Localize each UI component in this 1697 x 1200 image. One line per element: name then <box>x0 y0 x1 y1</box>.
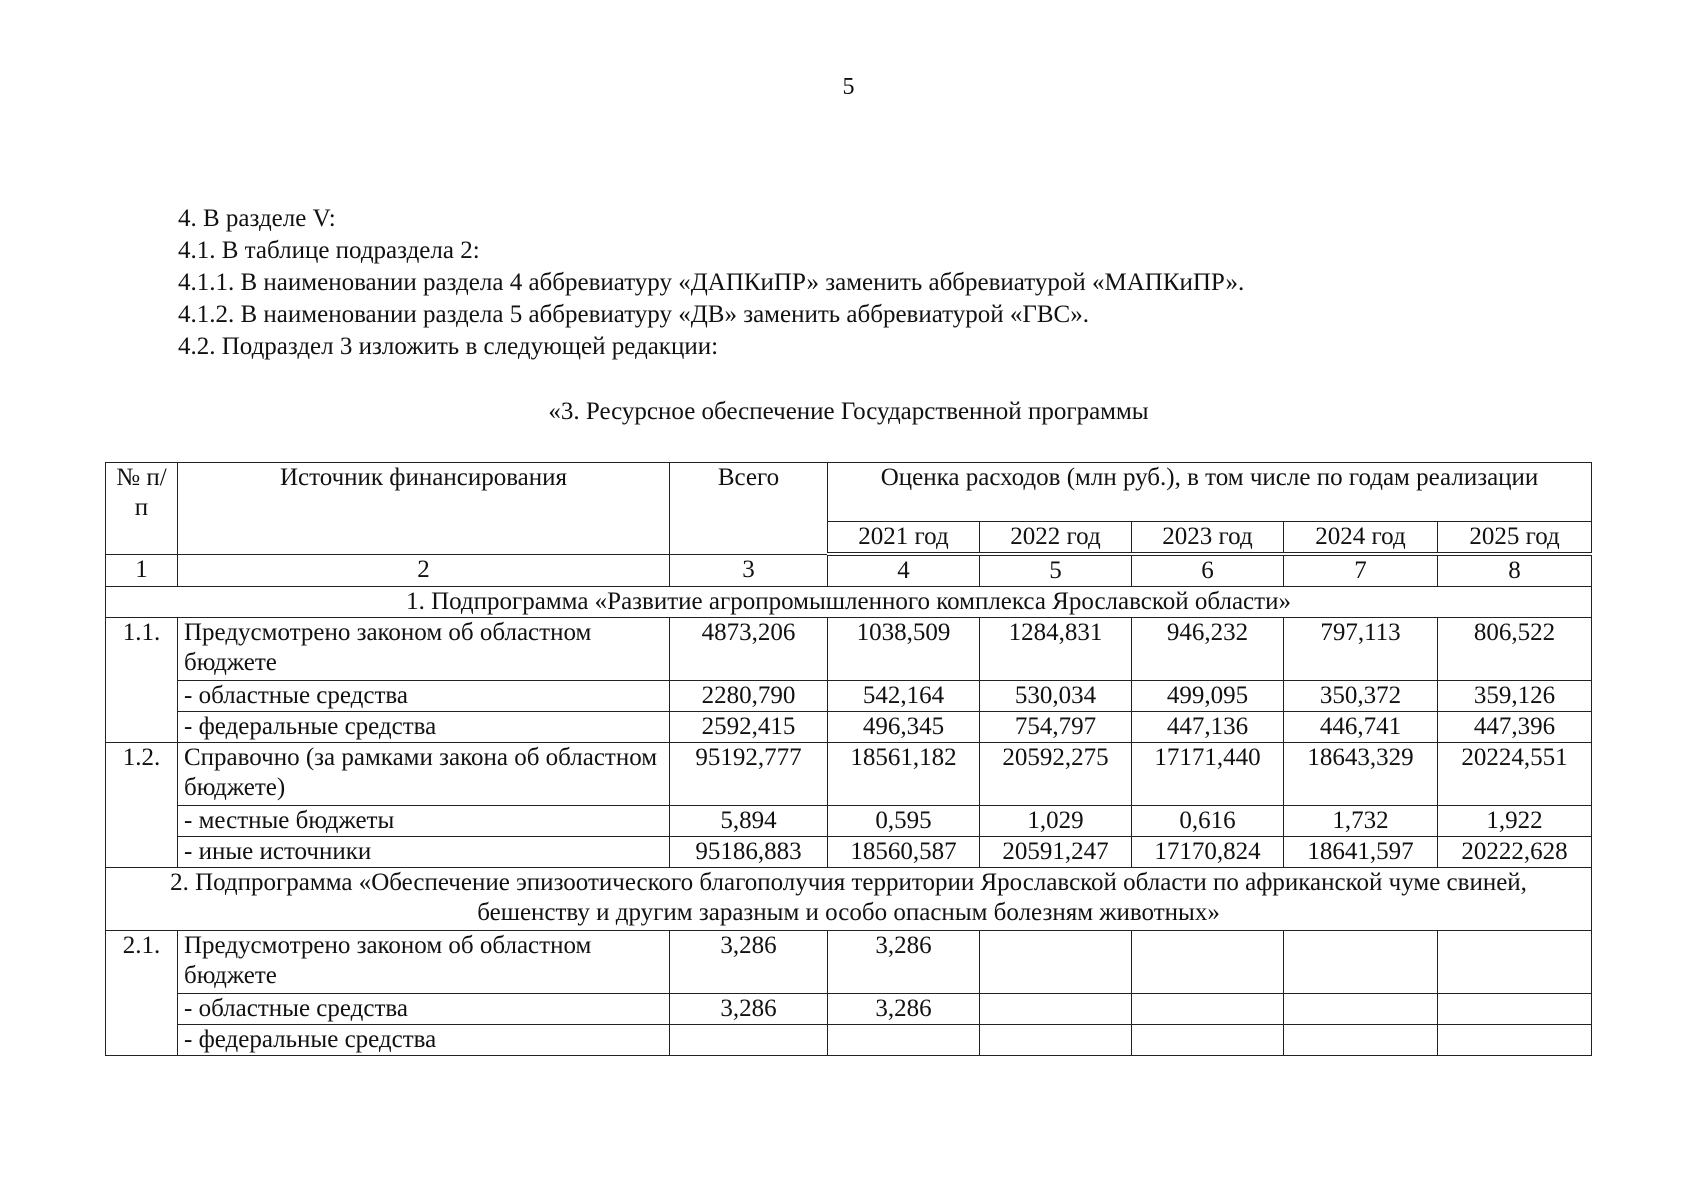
row-value: 1,922 <box>1438 806 1592 837</box>
intro-line: 4.1.1. В наименовании раздела 4 аббревиатуру «ДАПКиПР» заменить аббревиатурой «МАПКиПР». <box>178 269 1245 296</box>
row-value: 542,164 <box>828 681 980 712</box>
row-value: 20591,247 <box>980 837 1132 868</box>
row-value: 2592,415 <box>670 712 828 743</box>
row-value: 806,522 <box>1438 618 1592 681</box>
row-value: 18561,182 <box>828 743 980 806</box>
row-value: 20222,628 <box>1438 837 1592 868</box>
table-row <box>106 994 1592 1025</box>
row-value: 1,029 <box>980 806 1132 837</box>
row-source: - федеральные средства <box>178 1025 670 1056</box>
row-value: 95192,777 <box>670 743 828 806</box>
column-number: 4 <box>828 554 980 587</box>
header-year: 2025 год <box>1438 522 1592 555</box>
row-value: 20224,551 <box>1438 743 1592 806</box>
row-value <box>670 1025 828 1056</box>
row-value <box>1284 994 1438 1025</box>
row-value <box>1132 994 1284 1025</box>
column-number: 3 <box>670 554 828 587</box>
row-num: 2.1. <box>106 931 178 1056</box>
row-value: 18643,329 <box>1284 743 1438 806</box>
page-number: 5 <box>842 74 855 100</box>
row-num: 1.2. <box>106 743 178 868</box>
row-value: 946,232 <box>1132 618 1284 681</box>
header-year: 2022 год <box>980 522 1132 555</box>
row-value: 1284,831 <box>980 618 1132 681</box>
section-title-row <box>106 868 1592 931</box>
row-value: 3,286 <box>670 994 828 1025</box>
row-value: 350,372 <box>1284 681 1438 712</box>
row-value <box>1438 931 1592 994</box>
table-row <box>106 618 1592 681</box>
row-value: 0,616 <box>1132 806 1284 837</box>
row-source: - федеральные средства <box>178 712 670 743</box>
header-num: № п/п <box>106 463 178 555</box>
row-value: 499,095 <box>1132 681 1284 712</box>
column-number: 1 <box>106 554 178 587</box>
header-estimate: Оценка расходов (млн руб.), в том числе по годам реализации <box>828 463 1592 522</box>
row-source: - иные источники <box>178 837 670 868</box>
row-value: 797,113 <box>1284 618 1438 681</box>
row-source: - местные бюджеты <box>178 806 670 837</box>
column-number: 7 <box>1284 554 1438 587</box>
row-value: 447,396 <box>1438 712 1592 743</box>
intro-paragraphs <box>178 203 1244 363</box>
row-value: 1038,509 <box>828 618 980 681</box>
column-number: 6 <box>1132 554 1284 587</box>
row-value: 18560,587 <box>828 837 980 868</box>
row-value: 17170,824 <box>1132 837 1284 868</box>
row-value: 496,345 <box>828 712 980 743</box>
row-value <box>1132 931 1284 994</box>
intro-line: 4.1.2. В наименовании раздела 5 аббревиатуру «ДВ» заменить аббревиатурой «ГВС». <box>178 301 1089 328</box>
row-value: 1,732 <box>1284 806 1438 837</box>
row-value <box>980 1025 1132 1056</box>
header-row <box>106 463 1592 522</box>
table-row <box>106 806 1592 837</box>
row-value <box>828 1025 980 1056</box>
table-title: «3. Ресурсное обеспечение Государственной программы <box>548 398 1149 425</box>
table-row <box>106 837 1592 868</box>
row-num: 1.1. <box>106 618 178 743</box>
intro-line: 4.1. В таблице подраздела 2: <box>178 237 480 264</box>
row-value: 17171,440 <box>1132 743 1284 806</box>
row-value: 3,286 <box>828 994 980 1025</box>
row-source: - областные средства <box>178 994 670 1025</box>
row-source: Предусмотрено законом об областном бюджете <box>178 618 670 681</box>
row-value: 3,286 <box>828 931 980 994</box>
row-source: Предусмотрено законом об областном бюджете <box>178 931 670 994</box>
intro-line: 4.2. Подраздел 3 изложить в следующей редакции: <box>178 333 719 360</box>
row-value: 20592,275 <box>980 743 1132 806</box>
row-value <box>1438 994 1592 1025</box>
column-number-row <box>106 554 1592 587</box>
section-title: 1. Подпрограмма «Развитие агропромышленного комплекса Ярославской области» <box>106 587 1592 618</box>
row-source: - областные средства <box>178 681 670 712</box>
header-year: 2021 год <box>828 522 980 555</box>
section-title-row <box>106 587 1592 618</box>
table-row <box>106 712 1592 743</box>
row-value <box>980 994 1132 1025</box>
row-value <box>1284 1025 1438 1056</box>
resource-table <box>105 462 1592 1056</box>
row-value: 2280,790 <box>670 681 828 712</box>
row-value <box>1284 931 1438 994</box>
row-value: 359,126 <box>1438 681 1592 712</box>
table-row <box>106 931 1592 994</box>
row-value: 18641,597 <box>1284 837 1438 868</box>
header-year: 2024 год <box>1284 522 1438 555</box>
header-total: Всего <box>670 463 828 555</box>
row-value: 3,286 <box>670 931 828 994</box>
row-value: 446,741 <box>1284 712 1438 743</box>
column-number: 8 <box>1438 554 1592 587</box>
header-year: 2023 год <box>1132 522 1284 555</box>
row-source: Справочно (за рамками закона об областном бюджете) <box>178 743 670 806</box>
intro-line: 4. В разделе V: <box>178 205 336 232</box>
row-value: 5,894 <box>670 806 828 837</box>
column-number: 2 <box>178 554 670 587</box>
row-value: 0,595 <box>828 806 980 837</box>
column-number: 5 <box>980 554 1132 587</box>
table-row <box>106 681 1592 712</box>
row-value: 4873,206 <box>670 618 828 681</box>
row-value: 447,136 <box>1132 712 1284 743</box>
row-value: 754,797 <box>980 712 1132 743</box>
header-source: Источник финансирования <box>178 463 670 555</box>
section-title: 2. Подпрограмма «Обеспечение эпизоотического благополучия территории Ярославской области по африканской чуме свиней, бешенству и другим заразным и особо опасным болезням животных» <box>106 868 1592 931</box>
row-value: 530,034 <box>980 681 1132 712</box>
row-value <box>980 931 1132 994</box>
row-value <box>1132 1025 1284 1056</box>
table-row <box>106 743 1592 806</box>
row-value: 95186,883 <box>670 837 828 868</box>
table-row <box>106 1025 1592 1056</box>
row-value <box>1438 1025 1592 1056</box>
